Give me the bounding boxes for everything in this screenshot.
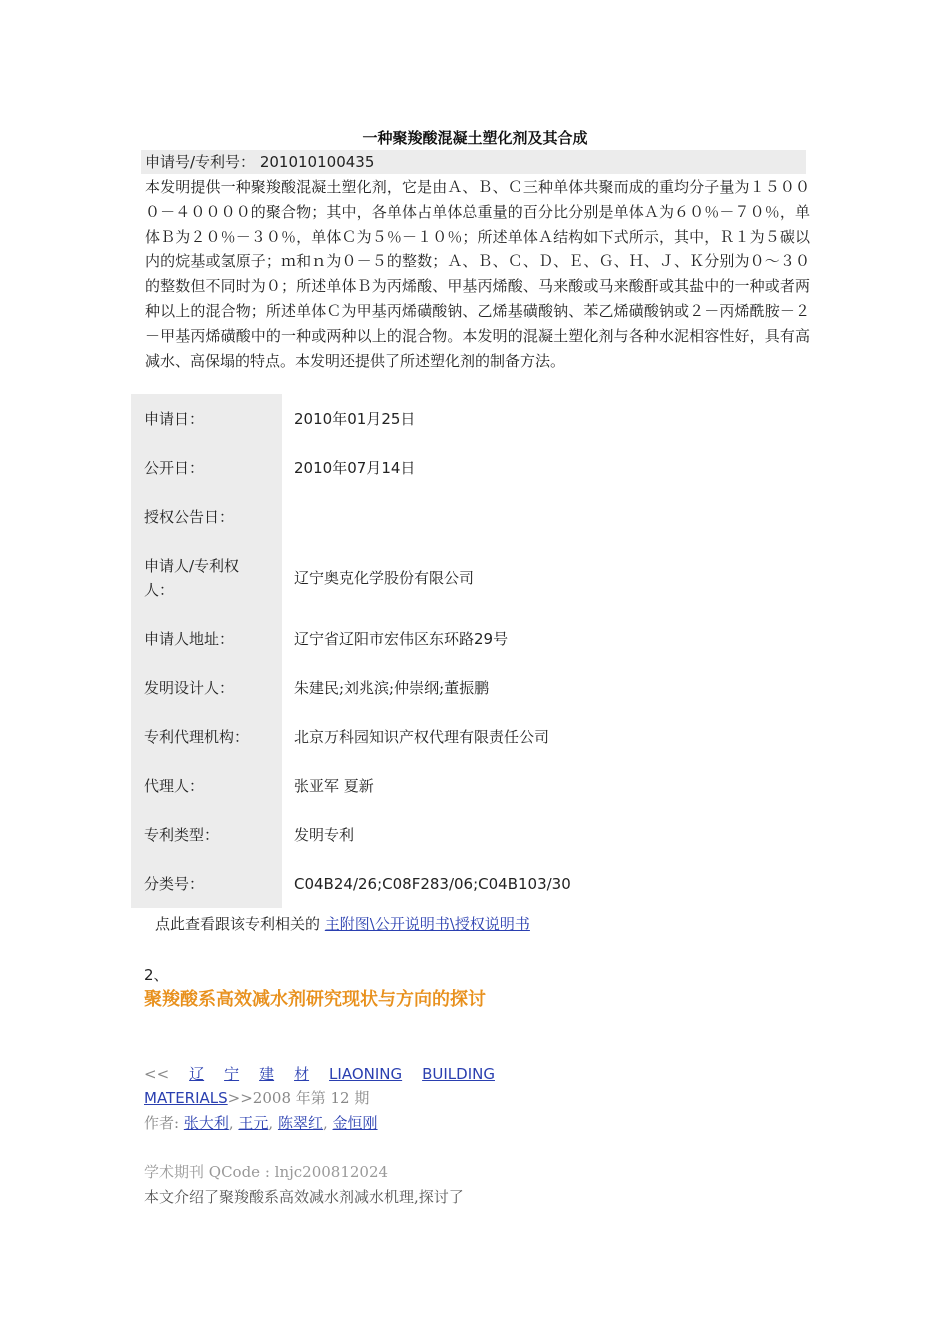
agency-label: 专利代理机构： xyxy=(131,712,282,761)
journal-word-4[interactable]: 材 xyxy=(294,1065,310,1083)
filing-date-row xyxy=(131,394,651,443)
patent-info-table xyxy=(131,394,651,908)
application-number-value: 201010100435 xyxy=(259,153,375,171)
filing-day: 25 xyxy=(381,410,401,428)
pub-month-unit: 月 xyxy=(366,459,382,477)
author-link[interactable]: 陈翠红 xyxy=(277,1114,323,1132)
document-title: 一种聚羧酸混凝土塑化剂及其合成 xyxy=(362,129,588,147)
journal-word-end[interactable]: MATERIALS xyxy=(144,1089,228,1107)
abstract-text: 本发明提供一种聚羧酸混凝土塑化剂，它是由Ａ、Ｂ、Ｃ三种单体共聚而成的重均分子量为１５０００－４００００的聚合物；其中，各单体占单体总重量的百分比分别是单体Ａ为６０％－７０％，单体Ｂ为２０％－３０％，单体Ｃ为５％－１０％；所述单体Ａ结构如下式所示，其中，Ｒ１为５碳以内的烷基或氢原子；ｍ和ｎ为０－５的整数；Ａ、Ｂ、Ｃ、Ｄ、Ｅ、Ｇ、Ｈ、Ｊ、Ｋ分别为０～３０的整数但不同时为０；所述单体Ｂ为丙烯酸、甲基丙烯酸、马来酸或马来酸酐或其盐中的一种或者两种以上的混合物；所述单体Ｃ为甲基丙烯磺酸钠、乙烯基磺酸钠、苯乙烯磺酸钠或２－丙烯酰胺－２－甲基丙烯磺酸中的一种或两种以上的混合物。本发明的混凝土塑化剂与各种水泥相容性好，具有高减水、高保塌的特点。本发明还提供了所述塑化剂的制备方法。 xyxy=(145,178,810,370)
classification-row xyxy=(131,859,651,908)
related-docs-link[interactable]: 主附图\公开说明书\授权说明书 xyxy=(324,915,530,933)
author-link[interactable]: 张大利 xyxy=(183,1114,229,1132)
publication-date-label: 公开日： xyxy=(131,443,282,492)
journal-line-2 xyxy=(144,1086,495,1110)
filing-date-label: 申请日： xyxy=(131,394,282,443)
classification-label: 分类号： xyxy=(131,859,282,908)
qcode-line: 学术期刊 QCode : lnjc200812024 xyxy=(144,1163,389,1181)
filing-month: 01 xyxy=(347,410,367,428)
address-value xyxy=(282,614,651,663)
filing-date-value xyxy=(282,394,651,443)
applicant-row xyxy=(131,541,651,614)
agent-value: 张亚军 夏新 xyxy=(294,777,374,795)
journal-word-1[interactable]: 辽 xyxy=(189,1065,205,1083)
authors-label: 作者: xyxy=(144,1114,180,1132)
address-text-a: 辽宁省辽阳市宏伟区东环路 xyxy=(294,630,475,648)
article-title[interactable]: 聚羧酸系高效减水剂研究现状与方向的探讨 xyxy=(144,989,486,1010)
patent-type-value: 发明专利 xyxy=(294,826,355,844)
applicant-label: 申请人/专利权人： xyxy=(131,541,282,614)
grant-date-value xyxy=(282,492,651,541)
pub-day-unit: 日 xyxy=(400,459,416,477)
publication-date-value xyxy=(282,443,651,492)
related-docs xyxy=(155,913,530,934)
journal-word-6[interactable]: BUILDING xyxy=(422,1065,495,1083)
pub-year: 2010 xyxy=(294,459,333,477)
pub-year-unit: 年 xyxy=(332,459,348,477)
journal-open-bracket: << xyxy=(144,1065,170,1083)
authors-line: 作者: 张大利, 王元, 陈翠红, 金恒刚 xyxy=(144,1114,378,1132)
agency-value: 北京万科园知识产权代理有限责任公司 xyxy=(294,728,550,746)
agency-row xyxy=(131,712,651,761)
filing-day-unit: 日 xyxy=(400,410,416,428)
inventors-label: 发明设计人： xyxy=(131,663,282,712)
agent-label: 代理人： xyxy=(131,761,282,810)
address-row xyxy=(131,614,651,663)
inventors-row xyxy=(131,663,651,712)
filing-year-unit: 年 xyxy=(332,410,348,428)
application-number-row xyxy=(141,150,806,174)
journal-word-3[interactable]: 建 xyxy=(259,1065,275,1083)
address-label: 申请人地址： xyxy=(131,614,282,663)
grant-date-label: 授权公告日： xyxy=(131,492,282,541)
journal-word-2[interactable]: 宁 xyxy=(224,1065,240,1083)
address-number: 29 xyxy=(474,630,494,648)
applicant-value: 辽宁奥克化学股份有限公司 xyxy=(294,569,475,587)
classification-value: C04B24/26;C08F283/06;C04B103/30 xyxy=(294,874,571,893)
filing-year: 2010 xyxy=(294,410,333,428)
article-number: 2、 xyxy=(144,966,169,984)
journal-word-5[interactable]: LIAONING xyxy=(329,1065,403,1083)
author-link[interactable]: 王元 xyxy=(238,1114,269,1132)
article-snippet: 本文介绍了聚羧酸系高效减水剂减水机理,探讨了 xyxy=(144,1188,464,1206)
journal-info xyxy=(144,1062,495,1110)
patent-type-label: 专利类型： xyxy=(131,810,282,859)
agent-row xyxy=(131,761,651,810)
journal-issue: >>2008 年第 12 期 xyxy=(227,1089,370,1107)
journal-line-1 xyxy=(144,1062,495,1086)
pub-month: 07 xyxy=(347,459,367,477)
filing-month-unit: 月 xyxy=(366,410,382,428)
related-text: 点此查看跟该专利相关的 xyxy=(155,915,321,933)
inventors-value: 朱建民;刘兆滨;仲崇纲;董振鹏 xyxy=(294,679,490,697)
author-link[interactable]: 金恒刚 xyxy=(332,1114,378,1132)
pub-day: 14 xyxy=(381,459,401,477)
grant-date-row xyxy=(131,492,651,541)
address-text-b: 号 xyxy=(493,630,509,648)
publication-date-row xyxy=(131,443,651,492)
application-number-label: 申请号/专利号： xyxy=(145,153,256,171)
patent-type-row xyxy=(131,810,651,859)
